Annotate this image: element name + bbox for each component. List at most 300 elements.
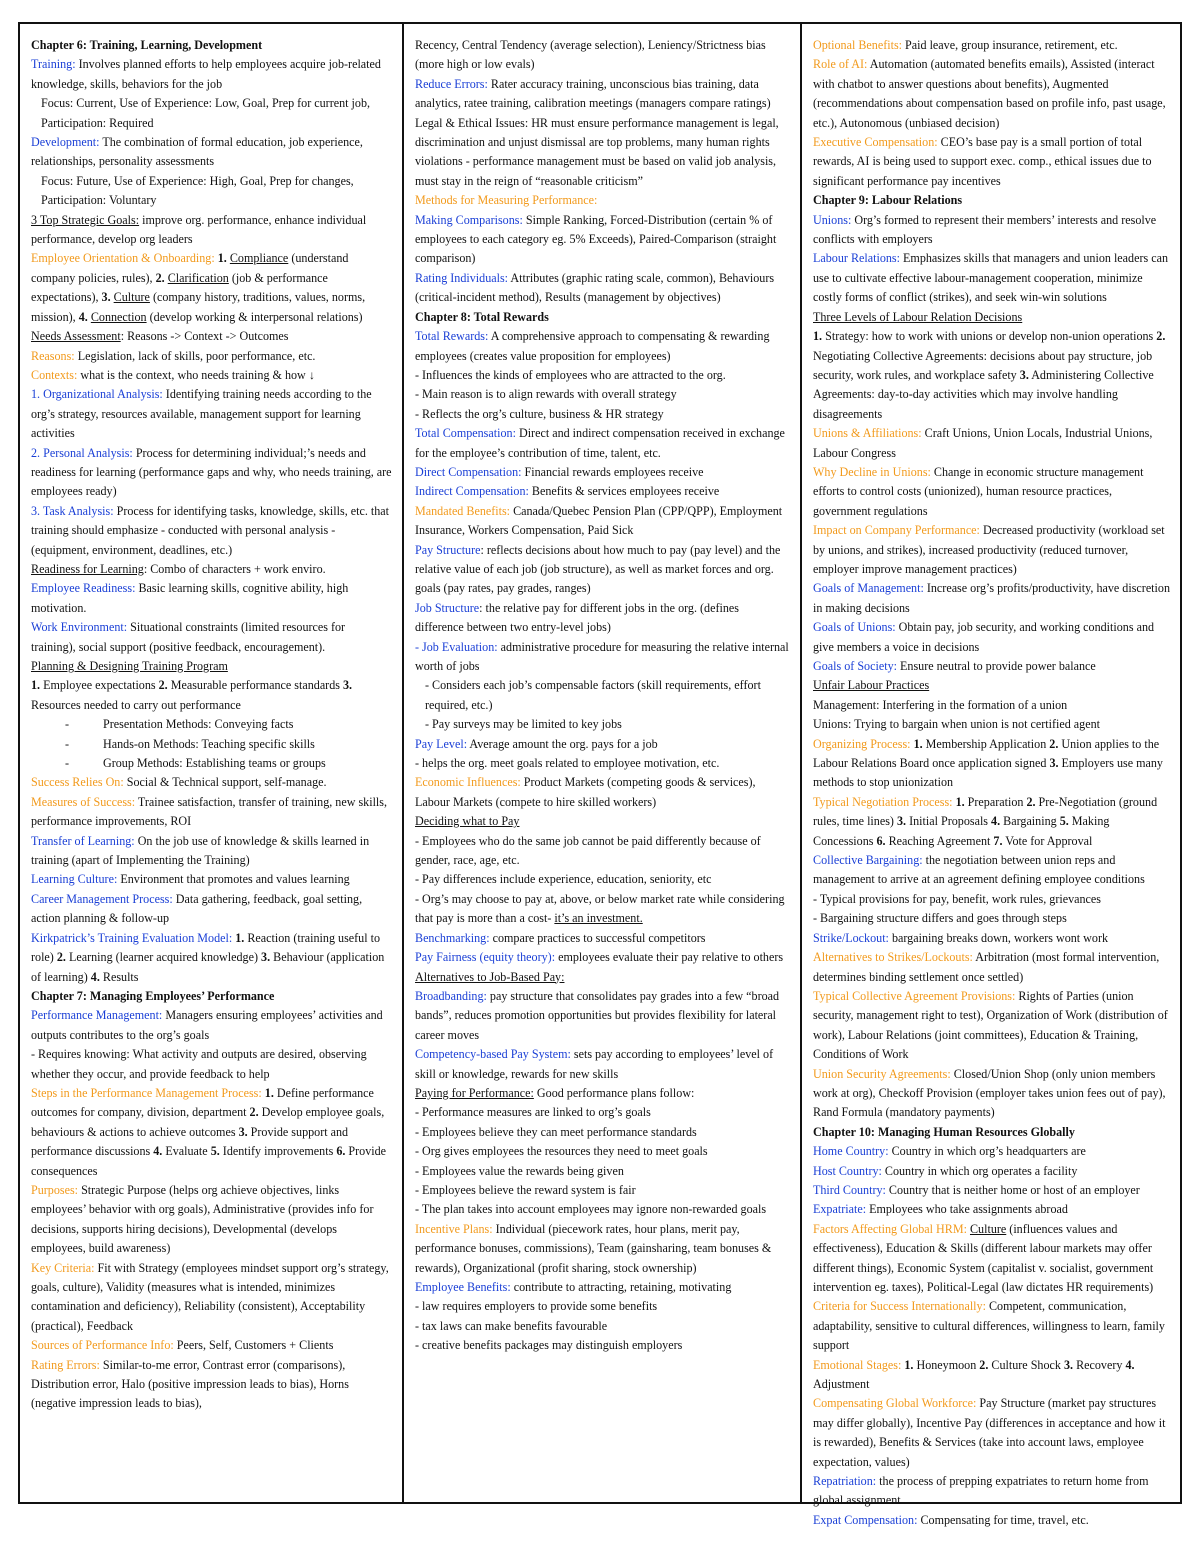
text-block [31, 1181, 392, 1259]
chapter-heading: Chapter 10: Managing Human Resources Globally [813, 1124, 1075, 1139]
step-number: 5. [210, 1144, 220, 1159]
body-text: (job & performance expectations), [31, 270, 328, 305]
body-text: Group Methods: Establishing teams or groups [103, 756, 326, 771]
body-text: Social & Technical support, self-manage. [123, 775, 327, 790]
body-text: - Typical provisions for pay, benefit, work rules, grievances [813, 891, 1101, 906]
term-label: Pay Structure [415, 542, 481, 557]
text-block [31, 1336, 392, 1355]
body-text: Decreased productivity (workload set by unions, and strikes), increased productivity (reduced turnover, employer improve management practices) [813, 523, 1165, 576]
chapter-heading: Chapter 6: Training, Learning, Development [31, 38, 263, 52]
text-block [813, 191, 1170, 210]
text-block [415, 502, 790, 541]
text-block [415, 1200, 790, 1219]
step-number: 2. [56, 950, 66, 965]
term-label: Training: [31, 57, 76, 72]
body-text: Increase org’s profits/productivity, have discretion in making decisions [813, 581, 1171, 615]
text-block [31, 657, 392, 676]
body-text: - Influences the kinds of employees who are attracted to the org. [415, 367, 726, 382]
body-text: - Pay differences include experience, education, seniority, etc [415, 872, 712, 887]
underlined-text: 3 Top Strategic Goals: [31, 212, 140, 227]
body-text: Reaching Agreement [885, 833, 994, 848]
step-number: 2. [158, 678, 168, 693]
text-block [813, 657, 1170, 676]
column-2 [402, 24, 800, 1502]
underlined-text: Planning & Designing Training Program [31, 659, 228, 673]
body-text: Strategic Purpose (helps org achieve objectives, links employees’ behavior with org goals), Administrative (provides info for decisions, supports hiring decisions), Developmental (develops employees, build awareness) [31, 1182, 374, 1256]
body-text: Product Markets (competing goods & services), Labour Markets (compete to hire skilled workers) [415, 775, 756, 809]
body-text: Financial rewards employees receive [521, 464, 704, 479]
text-block [415, 1336, 790, 1355]
body-text: Employee expectations [40, 678, 159, 693]
text-block [31, 832, 392, 871]
text-block [813, 696, 1170, 715]
body-text: Employers use many methods to stop unionization [813, 756, 1163, 790]
list-item-text [103, 754, 326, 773]
term-label: Criteria for Success Internationally: [813, 1299, 986, 1314]
bullet-dash: - [65, 756, 70, 771]
step-number: 3. [1063, 1357, 1074, 1372]
term-label: Total Compensation: [415, 426, 516, 441]
underlined-text: Connection [90, 309, 147, 324]
text-block [31, 987, 392, 1006]
term-label: Reasons: [31, 348, 75, 363]
step-number: 1. [217, 251, 227, 266]
body-text: Country in which org operates a facility [881, 1163, 1078, 1178]
text-block [813, 735, 1170, 793]
term-label: Pay Level: [415, 736, 468, 751]
text-block [813, 327, 1170, 424]
term-label: Employee Orientation & Onboarding: [31, 251, 215, 266]
step-number: 1. [904, 1357, 914, 1372]
term-label: Employee Benefits: [415, 1280, 511, 1294]
text-block [31, 327, 392, 346]
term-label: Repatriation: [813, 1474, 877, 1489]
term-label: Union Security Agreements: [813, 1066, 951, 1081]
body-text: Focus: Current, Use of Experience: Low, Goal, Prep for current job, Participation: Required [41, 96, 371, 130]
body-text: Closed/Union Shop (only union members work at org), Checkoff Provision (employer takes union fees out of pay), Rand Formula (mandatory payments) [813, 1066, 1166, 1120]
chapter-heading: Chapter 9: Labour Relations [813, 193, 963, 208]
term-label: Benchmarking: [415, 930, 490, 945]
body-text: Provide consequences [31, 1144, 387, 1178]
body-text: Focus: Future, Use of Experience: High, Goal, Prep for changes, Participation: Voluntary [41, 173, 354, 208]
body-text: Direct and indirect compensation received in exchange for the employee’s contribution of time, talent, etc. [415, 426, 785, 460]
step-number: 4. [991, 814, 1001, 829]
body-text: Union applies to the Labour Relations Board once application signed [813, 736, 1160, 771]
body-text: Legal & Ethical Issues: HR must ensure performance management is legal, discrimination and unjust dismissal are top problems, many human rights violations - performance management must be based on valid job analysis, must stay in the reign of “reasonable criticism” [415, 115, 779, 188]
text-block [31, 1356, 392, 1414]
underlined-text: Needs Assessment [31, 329, 121, 344]
text-block [415, 269, 790, 308]
body-text: Attributes (graphic rating scale, common), Behaviours (critical-incident method), Results (management by objectives) [415, 270, 775, 305]
body-text: (understand company policies, rules), [31, 251, 349, 285]
text-block [415, 1162, 790, 1181]
term-label: Direct Compensation: [415, 464, 522, 479]
list-item-text [103, 715, 293, 734]
step-number: 3. [896, 814, 907, 829]
text-block [31, 560, 392, 579]
term-label: Goals of Management: [813, 581, 924, 596]
text-block [813, 211, 1170, 250]
term-label: Optional Benefits: [813, 38, 903, 52]
body-text: Fit with Strategy (employees mindset support org’s strategy, goals, culture), Validity (measures what is intended, minimizes contamination and deficiency), Reliability (consistent), Acceptability (practical), Feedback [31, 1260, 389, 1333]
term-label: Host Country: [813, 1163, 882, 1178]
term-label: 2. Personal Analysis: [31, 445, 133, 460]
text-block [31, 502, 392, 560]
text-block [813, 133, 1170, 191]
term-label: Development: [31, 135, 100, 150]
body-text: Environment that promotes and values learning [117, 872, 350, 887]
text-block [31, 676, 392, 715]
term-label: Home Country: [813, 1144, 889, 1159]
body-text: Good performance plans follow: [533, 1085, 695, 1100]
body-text: - Requires knowing: What activity and outputs are desired, observing whether they occur, and provide feedback to help [31, 1047, 367, 1081]
body-text: - law requires employers to provide some benefits [415, 1299, 658, 1314]
term-label: Reduce Errors: [415, 76, 488, 91]
text-block [415, 832, 790, 871]
text-block [31, 1045, 392, 1084]
term-label: Learning Culture: [31, 872, 118, 887]
body-text: Negotiating Collective Agreements: decisions about pay structure, job security, work rules, and workplace safety [813, 348, 1153, 382]
underlined-text: Culture [113, 290, 150, 305]
text-block [813, 909, 1170, 928]
body-text: pay structure that consolidates pay grades into a few “broad bands”, reduces promotion opportunities but provides flexibility for lateral career moves [415, 988, 780, 1042]
body-text: - Employees who do the same job cannot be paid differently because of gender, race, age, etc. [415, 833, 761, 868]
body-text: Competent, communication, adaptability, sensitive to cultural differences, willingness to learn, family support [813, 1299, 1165, 1353]
text-block [813, 463, 1170, 521]
body-text: Managers ensuring employees’ activities and outputs contributes to the org’s goals [31, 1008, 383, 1042]
term-label: Contexts: [31, 367, 78, 382]
body-text: Situational constraints (limited resources for training), social support (positive feedback, encouragement). [31, 620, 346, 654]
body-text: Making Concessions [813, 814, 1110, 848]
text-block [415, 1123, 790, 1142]
term-label: Steps in the Performance Management Process: [31, 1085, 262, 1100]
text-block [813, 1200, 1170, 1219]
step-number: 2. [1156, 329, 1166, 344]
text-block [31, 347, 392, 366]
body-text: - The plan takes into account employees may ignore non-rewarded goals [415, 1202, 767, 1217]
body-text: improve org. performance, enhance individual performance, develop org leaders [31, 212, 367, 247]
body-text: On the job use of knowledge & skills learned in training (apart of Implementing the Training) [31, 833, 370, 868]
body-text: Behaviour (application of learning) [31, 950, 385, 984]
text-block [415, 1278, 790, 1297]
text-block [415, 1181, 790, 1200]
text-block [415, 870, 790, 889]
body-text: employees evaluate their pay relative to others [555, 950, 784, 965]
term-label: - Job Evaluation: [415, 639, 498, 654]
text-block [415, 1220, 790, 1278]
text-block [813, 1297, 1170, 1355]
text-block [813, 1511, 1170, 1530]
step-number: 2. [249, 1105, 259, 1120]
term-label: Role of AI: [813, 57, 868, 72]
text-block [415, 773, 790, 812]
text-block [31, 890, 392, 929]
body-text: Recovery [1073, 1357, 1126, 1372]
body-text: Pre-Negotiation (ground rules, time lines) [813, 794, 1158, 829]
body-text: - Org’s may choose to pay at, above, or below market rate while considering that pay is more than a cost- [415, 891, 785, 926]
body-text: - Pay surveys may be limited to key jobs [425, 717, 622, 732]
text-block [415, 424, 790, 463]
text-block [813, 1356, 1170, 1395]
step-number: 1. [813, 329, 823, 344]
body-text: - creative benefits packages may distinguish employers [415, 1338, 683, 1353]
text-block [813, 36, 1170, 55]
term-label: Incentive Plans: [415, 1221, 493, 1236]
term-label: Unions & Affiliations: [813, 426, 922, 441]
text-block [415, 929, 790, 948]
underlined-text: Three Levels of Labour Relation Decisions [813, 309, 1023, 324]
text-block [813, 1220, 1170, 1298]
term-label: Economic Influences: [415, 775, 521, 790]
step-number: 4. [78, 309, 88, 324]
body-text: Pay Structure (market pay structures may differ globally), Incentive Pay (differences in acceptance and how it is rewarded), Benefits & Services (take into account laws, employee expectation, values) [813, 1396, 1166, 1469]
text-block [813, 987, 1170, 1065]
body-text: : Combo of characters + work enviro. [143, 561, 326, 576]
body-text: Measurable performance standards [167, 678, 343, 693]
text-block [415, 890, 790, 929]
underlined-text: Clarification [167, 270, 229, 285]
body-text: Country that is neither home or host of an employer [885, 1182, 1140, 1197]
text-block [31, 929, 392, 987]
term-label: Transfer of Learning: [31, 833, 135, 848]
underlined-text: it’s an investment. [554, 911, 643, 926]
body-text: - Org gives employees the resources they need to meet goals [415, 1144, 708, 1159]
term-label: Executive Compensation: [813, 135, 938, 150]
text-block [31, 249, 392, 327]
body-text: CEO’s base pay is a small portion of total rewards, AI is being used to support exec. comp., ethical issues due to significant performance pay incentives [813, 135, 1152, 188]
text-block [813, 1162, 1170, 1181]
term-label: Measures of Success: [31, 794, 136, 809]
text-block [813, 308, 1170, 327]
step-number: 7. [993, 833, 1003, 848]
text-block [813, 890, 1170, 909]
step-number: 6. [876, 833, 886, 848]
body-text: Data gathering, feedback, goal setting, action planning & follow-up [31, 891, 363, 926]
step-number: 1. [955, 794, 965, 809]
term-label: Making Comparisons: [415, 212, 523, 227]
body-text: - Performance measures are linked to org’s goals [415, 1105, 651, 1120]
column-1 [20, 24, 402, 1502]
term-label: Indirect Compensation: [415, 484, 529, 499]
body-text: Country in which org’s headquarters are [888, 1144, 1086, 1159]
step-number: 4. [153, 1144, 163, 1159]
step-number: 3. [1049, 756, 1059, 771]
body-text: (influences values and effectiveness), Education & Skills (different labour markets may offer different things), Economic System (capitalist v. socialist, government intervention eg. taxes), Political-Legal (law dictates HR requirements) [813, 1221, 1154, 1294]
term-label: Job Structure [415, 600, 480, 615]
body-text: contribute to attracting, retaining, motivating [510, 1280, 732, 1294]
text-block [813, 579, 1170, 618]
term-label: Organizing Process: [813, 736, 911, 751]
text-block [31, 1084, 392, 1181]
term-label: Goals of Unions: [813, 620, 896, 635]
body-text: Hands-on Methods: Teaching specific skills [103, 736, 315, 751]
text-block [813, 793, 1170, 851]
text-block [415, 366, 790, 385]
term-label: Sources of Performance Info: [31, 1338, 174, 1353]
body-text: compare practices to successful competitors [489, 930, 706, 945]
chapter-heading: Chapter 8: Total Rewards [415, 309, 549, 324]
text-block [415, 1142, 790, 1161]
text-block [415, 114, 790, 192]
text-block [31, 133, 392, 172]
step-number: 1. [235, 930, 245, 945]
body-text: Management: Interfering in the formation of a union [813, 697, 1068, 712]
body-text: Identifying training needs according to the org’s strategy, resources available, management support for learning activities [31, 387, 372, 441]
text-block [415, 1084, 790, 1103]
text-block [415, 308, 790, 327]
text-block [813, 55, 1170, 133]
body-text: what is the context, who needs training & how ↓ [77, 367, 315, 382]
list-item [31, 715, 392, 734]
text-block [31, 36, 392, 55]
body-text: Provide support and performance discussions [31, 1124, 349, 1159]
body-text: the negotiation between union reps and management to arrive at an agreement defining employee conditions [813, 853, 1145, 887]
underlined-text: Deciding what to Pay [415, 814, 520, 829]
body-text: Similar-to-me error, Contrast error (comparisons), Distribution error, Halo (positive impression leads to bias), Horns (negative impression leads to bias), [31, 1357, 349, 1411]
list-item [31, 754, 392, 773]
term-label: Unions: [813, 212, 852, 227]
text-block [415, 676, 790, 715]
body-text: Simple Ranking, Forced-Distribution (certain % of employees to each category eg. 5% Exceeds), Paired-Comparison (straight comparison) [415, 212, 777, 266]
body-text: - Employees value the rewards being given [415, 1163, 624, 1178]
body-text: sets pay according to employees’ level of skill or knowledge, rewards for new skills [415, 1047, 774, 1081]
term-label: Rating Individuals: [415, 270, 509, 285]
body-text: (develop working & interpersonal relations) [146, 309, 363, 324]
body-text: Resources needed to carry out performance [31, 697, 241, 712]
text-block [415, 482, 790, 501]
term-label: Pay Fairness (equity theory): [415, 950, 556, 965]
body-text: Automation (automated benefits emails), Assisted (interact with chatbot to answer questions about benefits), Augmented (recommendations about compensation based on profile info, past usage, etc.), Autonomous (unbiased decision) [813, 57, 1166, 130]
chapter-heading: Chapter 7: Managing Employees’ Performance [31, 988, 275, 1003]
body-text: Process for determining individual;’s needs and readiness for learning (performance gaps and why, who needs training, are employees ready) [31, 445, 392, 499]
term-label: Mandated Benefits: [415, 503, 511, 518]
term-label: Emotional Stages: [813, 1357, 902, 1372]
term-label: Expatriate: [813, 1202, 867, 1217]
text-block [31, 94, 392, 133]
body-text: Rater accuracy training, unconscious bias training, data analytics, ratee training, calibration meetings (managers compare ratings) [415, 76, 771, 111]
term-label: Competency-based Pay System: [415, 1047, 571, 1062]
text-block [31, 55, 392, 94]
term-label: Collective Bargaining: [813, 853, 923, 868]
text-block [31, 1006, 392, 1045]
term-label: Career Management Process: [31, 891, 173, 906]
text-block [813, 521, 1170, 579]
text-block [31, 618, 392, 657]
body-text: Legislation, lack of skills, poor performance, etc. [74, 348, 316, 363]
term-label: Alternatives to Strikes/Lockouts: [813, 950, 973, 965]
body-text: Compensating for time, travel, etc. [917, 1512, 1089, 1527]
body-text: Presentation Methods: Conveying facts [103, 717, 294, 732]
body-text: - tax laws can make benefits favourable [415, 1318, 608, 1333]
term-label: Methods for Measuring Performance: [415, 193, 598, 208]
term-label: Kirkpatrick’s Training Evaluation Model: [31, 930, 233, 945]
term-label: Compensating Global Workforce: [813, 1396, 977, 1411]
body-text: - Employees believe they can meet performance standards [415, 1124, 697, 1139]
text-block [415, 463, 790, 482]
text-block [31, 172, 392, 211]
step-number: 6. [336, 1144, 346, 1159]
term-label: Strike/Lockout: [813, 930, 889, 945]
step-number: 3. [101, 290, 111, 305]
text-block [813, 1123, 1170, 1142]
body-text: - Main reason is to align rewards with overall strategy [415, 387, 677, 402]
step-number: 3. [238, 1124, 248, 1139]
body-text: Preparation [964, 794, 1027, 809]
body-text: A comprehensive approach to compensating & rewarding employees (creates value proposition for employees) [415, 329, 770, 363]
text-block [813, 1142, 1170, 1161]
step-number: 3. [261, 950, 271, 965]
step-number: 3. [1019, 367, 1029, 382]
body-text: Initial Proposals [906, 814, 992, 829]
body-text: Bargaining [1000, 814, 1060, 829]
body-text: Paid leave, group insurance, retirement, etc. [902, 38, 1118, 52]
term-label: 3. Task Analysis: [31, 503, 114, 518]
body-text: Change in economic structure management efforts to control costs (unionized), human resource practices, government regulations [813, 464, 1144, 518]
body-text: - Reflects the org’s culture, business & HR strategy [415, 406, 664, 421]
text-block [813, 1394, 1170, 1472]
text-block [31, 211, 392, 250]
body-text: Adjustment [813, 1377, 870, 1392]
body-text: Vote for Approval [1002, 833, 1093, 848]
text-block [415, 541, 790, 599]
text-block [813, 851, 1170, 890]
text-block [31, 793, 392, 832]
body-text: Average amount the org. pays for a job [467, 736, 658, 751]
body-text: - Employees believe the reward system is fair [415, 1182, 636, 1197]
text-block [31, 870, 392, 889]
text-block [415, 715, 790, 734]
term-label: Typical Collective Agreement Provisions: [813, 988, 1016, 1003]
column-3 [800, 24, 1180, 1527]
text-block [415, 735, 790, 754]
bullet-dash: - [65, 736, 70, 751]
term-label: Success Relies On: [31, 775, 124, 790]
term-label: Employee Readiness: [31, 581, 136, 596]
body-text: Benefits & services employees receive [528, 484, 720, 499]
text-block [415, 948, 790, 967]
text-block [415, 405, 790, 424]
underlined-text: Readiness for Learning [31, 561, 144, 576]
underlined-text: Compliance [229, 251, 289, 266]
text-block [31, 385, 392, 443]
underlined-text: Paying for Performance: [415, 1085, 534, 1100]
text-block [415, 36, 790, 75]
term-label: Impact on Company Performance: [813, 523, 980, 538]
body-text: : reflects decisions about how much to pay (pay level) and the relative value of each job (job structure), as well as market forces and org. goals (pay rates, pay grades, ranges) [415, 542, 781, 596]
text-block [31, 366, 392, 385]
body-text: Identify improvements [219, 1144, 337, 1159]
term-label: Performance Management: [31, 1008, 163, 1023]
body-text: - Bargaining structure differs and goes through steps [813, 911, 1067, 926]
body-text: : the relative pay for different jobs in the org. (defines difference between two entry-level jobs) [415, 600, 739, 635]
body-text: Administering Collective Agreements: day-to-day activities which may involve handling disagreements [813, 367, 1154, 421]
term-label: Work Environment: [31, 620, 128, 635]
body-text: Ensure neutral to provide power balance [896, 659, 1096, 673]
text-block [31, 1259, 392, 1337]
body-text: administrative procedure for measuring the relative internal worth of jobs [415, 639, 789, 673]
step-number: 2. [1026, 794, 1036, 809]
list-item-text [103, 735, 315, 754]
body-text: Emphasizes skills that managers and union leaders can use to cultivate effective labour-management cooperation, minimize costly forms of conflict (strikes), and seek win-win solutions [813, 251, 1168, 305]
term-label: Typical Negotiation Process: [813, 794, 953, 809]
body-text: Develop employee goals, behaviours & actions to achieve outcomes [31, 1105, 385, 1139]
body-text: Learning (learner acquired knowledge) [65, 950, 262, 965]
text-block [415, 385, 790, 404]
body-text: Trainee satisfaction, transfer of training, new skills, performance improvements, ROI [31, 794, 388, 829]
text-block [415, 1317, 790, 1336]
text-block [415, 75, 790, 114]
body-text: Craft Unions, Union Locals, Industrial Unions, Labour Congress [813, 426, 1153, 460]
